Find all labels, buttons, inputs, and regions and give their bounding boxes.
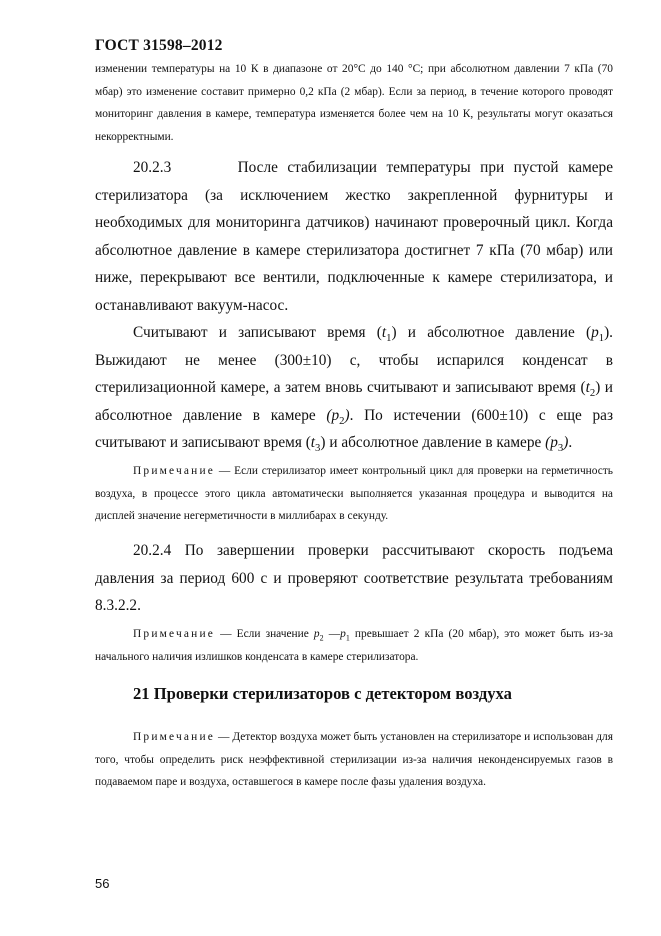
minus-sign: — [323, 628, 341, 640]
measurement-text: . [568, 434, 573, 452]
section-20-2-3-paragraph [95, 154, 613, 320]
pressure-subscript: 3 [557, 442, 564, 455]
pressure-paren: ( [326, 406, 332, 424]
pressure-variable: p [591, 324, 599, 341]
time-variable: t [381, 324, 387, 341]
time-variable: t [585, 379, 590, 397]
pressure-variable: p [331, 406, 340, 424]
pressure-subscript: 2 [319, 633, 324, 643]
time-subscript: 1 [386, 332, 392, 345]
section-20-2-4-paragraph: 20.2.4 По завершении проверки рассчитывают скорость подъема давления за период 600 с и проверяют соответствие результата требованиям 8.3.2.2. [95, 542, 613, 615]
measurement-text: ). Выжидают не менее (300±10) с, чтобы испарился конденсат в стерилизационной камере, а затем вновь считывают и записывают время ( [95, 324, 613, 397]
section-20-2-3-number: 20.2.3 [133, 159, 172, 176]
measurement-text: . По истечении (600±10) с еще раз считывают и записывают время ( [95, 406, 614, 452]
note-text: превышает 2 кПа (20 мбар), это может быть из-за начального наличия излишков конденсата в камере стерилизатора. [95, 628, 613, 663]
note-dash: — [215, 731, 233, 743]
pressure-subscript: 1 [345, 633, 350, 643]
intro-paragraph: изменении температуры на 10 К в диапазоне от 20°С до 140 °С; при абсолютном давлении 7 кПа (70 мбар) это изменение составит примерно 0,2 кПа (2 мбар). Если за период, в течение которого проводят мониторинг давления в камере, температура изменяется более чем на 10 К, результаты могут оказаться некорректными. [95, 63, 613, 143]
pressure-variable: p [340, 628, 346, 640]
note-dash: — [215, 465, 235, 477]
pressure-variable: p [550, 434, 558, 452]
time-subscript: 3 [315, 442, 321, 455]
pressure-paren: ( [545, 434, 551, 452]
note-label: Примечание [133, 465, 216, 477]
pressure-paren: ) [344, 406, 350, 424]
pressure-paren: ) [563, 434, 569, 452]
pressure-subscript: 1 [598, 332, 605, 345]
measurement-text: Считывают и записывают время ( [133, 324, 382, 341]
measurement-paragraph [95, 319, 613, 457]
note-text: Если значение [236, 628, 314, 640]
section-20-2-3-text: После стабилизации температуры при пустой камере стерилизатора (за исключением жестко закрепленной фурнитуры и необходимых для мониторинга датчиков) начинают проверочный цикл. Когда абсолютное давление в камере стерилизатора достигнет 7 кПа (70 мбар) или ниже, перекрывают все вентили, подключенные к камере стерилизатора, и останавливают вакуум-насос. [95, 159, 613, 314]
time-subscript: 2 [589, 387, 596, 400]
measurement-text: ) и абсолютное давление ( [391, 324, 592, 341]
standard-code-header: ГОСТ 31598–2012 [95, 37, 223, 54]
note-3 [95, 726, 613, 794]
time-variable: t [310, 434, 316, 452]
note-1 [95, 460, 613, 528]
measurement-text: ) и абсолютное давление в камере [320, 434, 546, 452]
pressure-subscript: 2 [339, 414, 345, 427]
note-2 [95, 623, 613, 668]
page-number: 56 [95, 876, 110, 891]
note-text: Если стерилизатор имеет контрольный цикл для проверки на герметичность воздуха, в процессе этого цикла автоматически выполняется указанная процедура и выводится на дисплей значение негерметичности в миллибарах в секунду. [95, 465, 613, 523]
measurement-text: ) и абсолютное давление в камере [95, 379, 613, 424]
section-21-heading: 21 Проверки стерилизаторов с детектором воздуха [133, 684, 512, 703]
note-label: Примечание [133, 731, 216, 743]
pressure-variable: p [313, 628, 320, 640]
note-text: Детектор воздуха может быть установлен на стерилизаторе и использован для того, чтобы определить риск неэффективной стерилизации из-за наличия неконденсируемых газов в подаваемом паре и воздуха, оставшегося в камере после фазы удаления воздуха. [95, 731, 613, 789]
note-label: Примечание [133, 628, 216, 640]
note-dash: — [215, 628, 237, 640]
